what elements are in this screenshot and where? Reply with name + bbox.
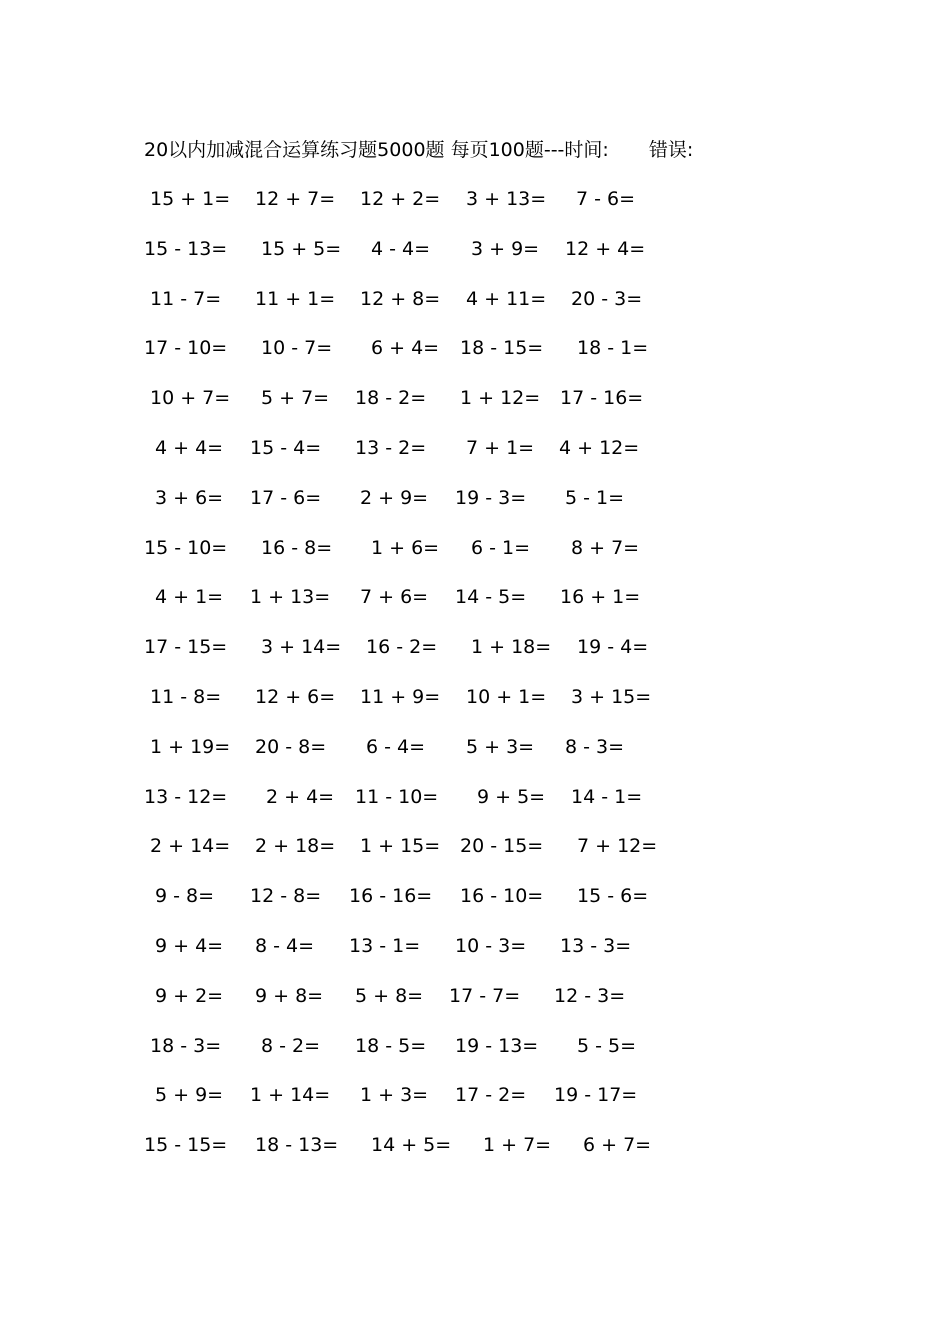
problem-r4-c2: 10 - 7= (261, 337, 333, 360)
problem-r10-c2: 3 + 14= (261, 636, 342, 659)
problem-r2-c5: 12 + 4= (565, 237, 646, 260)
problem-r8-c4: 6 - 1= (471, 536, 531, 559)
problem-r9-c4: 14 - 5= (455, 586, 527, 609)
problem-r18-c2: 8 - 2= (261, 1034, 321, 1057)
problem-r9-c2: 1 + 13= (250, 586, 331, 609)
problem-r15-c2: 12 - 8= (250, 885, 322, 908)
problem-r11-c1: 11 - 8= (150, 686, 222, 708)
problem-r1-c1: 15 + 1= (150, 188, 231, 210)
problem-r3-c4: 4 + 11= (466, 287, 547, 310)
problem-r5-c4: 1 + 12= (460, 387, 541, 410)
problem-r11-c4: 10 + 1= (466, 686, 547, 708)
problem-r3-c5: 20 - 3= (571, 287, 643, 310)
problem-r14-c5: 7 + 12= (577, 835, 658, 858)
problem-r14-c3: 1 + 15= (360, 835, 441, 858)
problem-r18-c5: 5 - 5= (577, 1034, 637, 1057)
problem-r5-c2: 5 + 7= (261, 387, 330, 410)
problem-r2-c1: 15 - 13= (144, 237, 228, 260)
problem-r16-c4: 10 - 3= (455, 935, 527, 957)
problem-r5-c5: 17 - 16= (560, 387, 644, 410)
problem-r8-c5: 8 + 7= (571, 536, 640, 559)
problem-r19-c5: 19 - 17= (554, 1084, 638, 1107)
problem-r13-c5: 14 - 1= (571, 785, 643, 808)
problem-r9-c5: 16 + 1= (560, 586, 641, 609)
problem-r15-c4: 16 - 10= (460, 885, 544, 908)
problem-r4-c5: 18 - 1= (577, 337, 649, 360)
problem-r6-c1: 4 + 4= (155, 437, 224, 459)
problem-r13-c2: 2 + 4= (266, 785, 335, 808)
problem-r7-c3: 2 + 9= (360, 486, 429, 509)
errors-label: 错误: (648, 139, 694, 161)
problem-r4-c3: 6 + 4= (371, 337, 440, 360)
problem-r19-c3: 1 + 3= (360, 1084, 429, 1107)
problem-r14-c1: 2 + 14= (150, 835, 231, 858)
problem-r19-c4: 17 - 2= (455, 1084, 527, 1107)
problem-r13-c3: 11 - 10= (355, 785, 439, 808)
problem-r7-c4: 19 - 3= (455, 486, 527, 509)
problem-r1-c5: 7 - 6= (576, 188, 636, 210)
problem-r10-c1: 17 - 15= (144, 636, 228, 659)
problem-r2-c4: 3 + 9= (471, 237, 540, 260)
problem-r16-c3: 13 - 1= (349, 935, 421, 957)
problem-r15-c3: 16 - 16= (349, 885, 433, 908)
problem-r1-c3: 12 + 2= (360, 188, 441, 210)
problem-r15-c1: 9 - 8= (155, 885, 215, 908)
problem-r20-c2: 18 - 13= (255, 1134, 339, 1157)
problem-r14-c2: 2 + 18= (255, 835, 336, 858)
problem-r6-c4: 7 + 1= (466, 437, 535, 459)
problem-r5-c3: 18 - 2= (355, 387, 427, 410)
problem-r9-c1: 4 + 1= (155, 586, 224, 609)
problem-r6-c2: 15 - 4= (250, 437, 322, 459)
problem-r4-c1: 17 - 10= (144, 337, 228, 360)
problem-r19-c1: 5 + 9= (155, 1084, 224, 1107)
problem-r17-c2: 9 + 8= (255, 984, 324, 1007)
problem-r8-c1: 15 - 10= (144, 536, 228, 559)
problem-r15-c5: 15 - 6= (577, 885, 649, 908)
problem-r7-c5: 5 - 1= (565, 486, 625, 509)
problem-r11-c5: 3 + 15= (571, 686, 652, 708)
problem-r12-c3: 6 - 4= (366, 735, 426, 758)
problem-r3-c2: 11 + 1= (255, 287, 336, 310)
problem-r13-c1: 13 - 12= (144, 785, 228, 808)
problem-r8-c2: 16 - 8= (261, 536, 333, 559)
problem-r12-c5: 8 - 3= (565, 735, 625, 758)
problem-r10-c4: 1 + 18= (471, 636, 552, 659)
problem-r12-c4: 5 + 3= (466, 735, 535, 758)
problem-r20-c5: 6 + 7= (583, 1134, 652, 1157)
problem-r4-c4: 18 - 15= (460, 337, 544, 360)
problem-r16-c1: 9 + 4= (155, 935, 224, 957)
problem-r7-c1: 3 + 6= (155, 486, 224, 509)
problem-r9-c3: 7 + 6= (360, 586, 429, 609)
problem-r12-c1: 1 + 19= (150, 735, 231, 758)
problem-r17-c5: 12 - 3= (554, 984, 626, 1007)
problem-r6-c3: 13 - 2= (355, 437, 427, 459)
problem-r18-c1: 18 - 3= (150, 1034, 222, 1057)
problem-r5-c1: 10 + 7= (150, 387, 231, 410)
problem-r17-c3: 5 + 8= (355, 984, 424, 1007)
problem-r3-c1: 11 - 7= (150, 287, 222, 310)
problem-r17-c1: 9 + 2= (155, 984, 224, 1007)
problem-r20-c1: 15 - 15= (144, 1134, 228, 1157)
problem-r10-c5: 19 - 4= (577, 636, 649, 659)
problem-r3-c3: 12 + 8= (360, 287, 441, 310)
problem-r2-c3: 4 - 4= (371, 237, 431, 260)
problem-r10-c3: 16 - 2= (366, 636, 438, 659)
problem-r20-c3: 14 + 5= (371, 1134, 452, 1157)
problem-r20-c4: 1 + 7= (483, 1134, 552, 1157)
problem-r1-c4: 3 + 13= (466, 188, 547, 210)
problem-r13-c4: 9 + 5= (477, 785, 546, 808)
problem-r14-c4: 20 - 15= (460, 835, 544, 858)
problem-r16-c5: 13 - 3= (560, 935, 632, 957)
problem-r16-c2: 8 - 4= (255, 935, 315, 957)
problem-r11-c3: 11 + 9= (360, 686, 441, 708)
worksheet-title: 20以内加减混合运算练习题5000题 每页100题---时间: (144, 139, 609, 161)
problem-r18-c3: 18 - 5= (355, 1034, 427, 1057)
problem-r2-c2: 15 + 5= (261, 237, 342, 260)
problem-r8-c3: 1 + 6= (371, 536, 440, 559)
problem-r1-c2: 12 + 7= (255, 188, 336, 210)
problem-r6-c5: 4 + 12= (559, 437, 640, 459)
problem-r18-c4: 19 - 13= (455, 1034, 539, 1057)
problem-r12-c2: 20 - 8= (255, 735, 327, 758)
problem-r11-c2: 12 + 6= (255, 686, 336, 708)
problem-r7-c2: 17 - 6= (250, 486, 322, 509)
problem-r17-c4: 17 - 7= (449, 984, 521, 1007)
problem-r19-c2: 1 + 14= (250, 1084, 331, 1107)
